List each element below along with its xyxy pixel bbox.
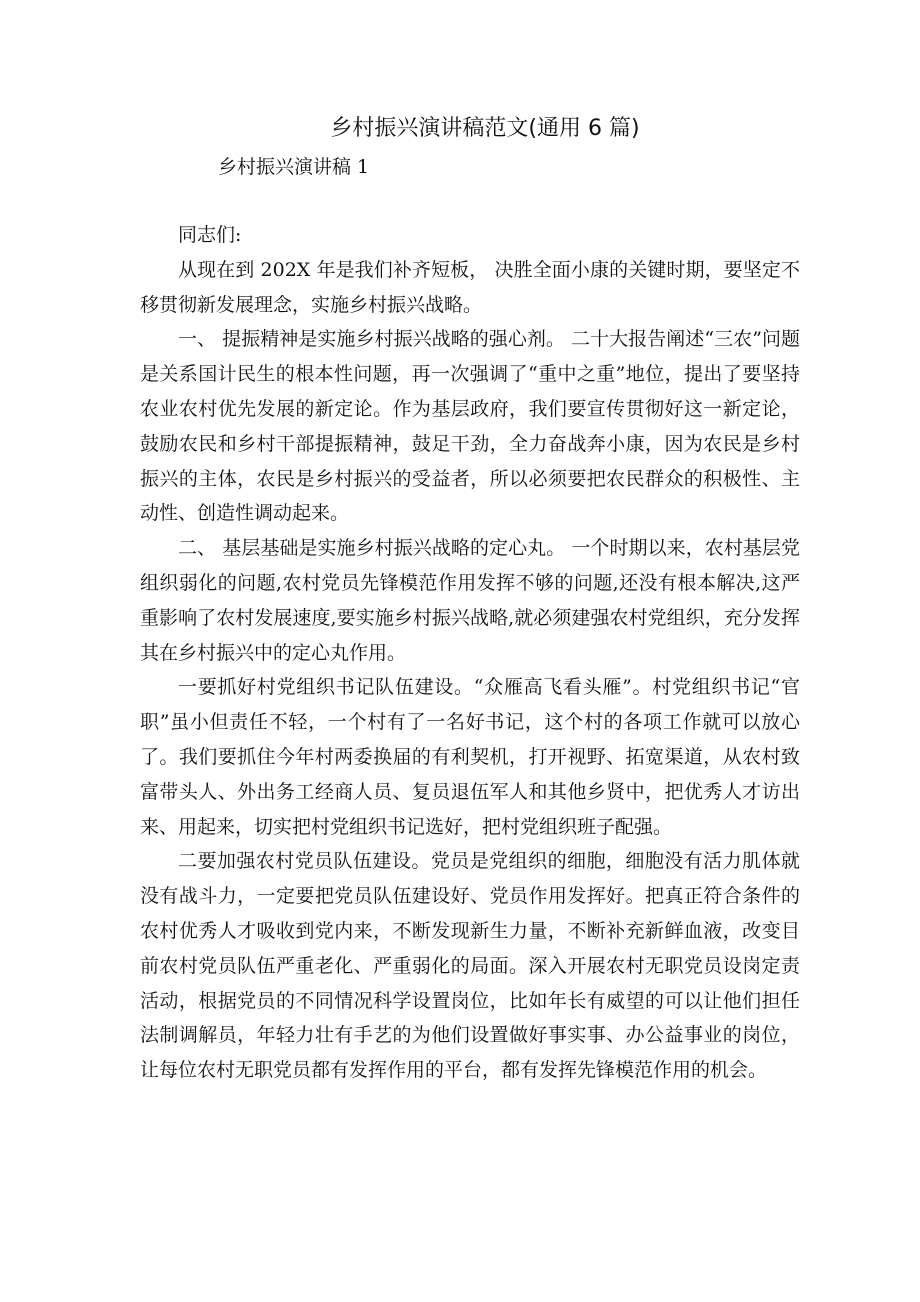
speech-subtitle: 乡村振兴演讲稿 1 <box>218 156 370 178</box>
document-body <box>140 218 800 1088</box>
paragraph-secretary-team: 一要抓好村党组织书记队伍建设。“众雁高飞看头雁”。村党组织书记“官职”虽小但责任不轻，一个村有了一名好书记，这个村的各项工作就可以放心了。我们要抓住今年村两委换届的有利契机，打开视野、拓宽渠道，从农村致富带头人、外出务工经商人员、复员退伍军人和其他乡贤中，把优秀人才访出来、用起来，切实把村党组织书记选好，把村党组织班子配强。 <box>140 676 800 838</box>
paragraph-point-one: 一、 提振精神是实施乡村振兴战略的强心剂。 二十大报告阐述“三农”问题是关系国计民生的根本性问题，再一次强调了“重中之重”地位，提出了要坚持农业农村优先发展的新定论。作为基层政府，我们要宣传贯彻好这一新定论，鼓励农民和乡村干部提振精神，鼓足干劲，全力奋战奔小康，因为农民是乡村振兴的主体，农民是乡村振兴的受益者，所以必须要把农民群众的积极性、主动性、创造性调动起来。 <box>140 328 800 525</box>
paragraph-point-two: 二、 基层基础是实施乡村振兴战略的定心丸。 一个时期以来，农村基层党组织弱化的问题,农村党员先锋模范作用发挥不够的问题,还没有根本解决,这严重影响了农村发展速度,要实施乡村振兴战略,就必须建强农村党组织，充分发挥其在乡村振兴中的定心丸作用。 <box>140 537 800 664</box>
document-title: 乡村振兴演讲稿范文(通用 6 篇) <box>330 116 640 141</box>
paragraph-intro: 从现在到 202X 年是我们补齐短板， 决胜全面小康的关键时期，要坚定不移贯彻新发展理念，实施乡村振兴战略。 <box>140 258 800 316</box>
paragraph-member-team: 二要加强农村党员队伍建设。党员是党组织的细胞，细胞没有活力肌体就没有战斗力，一定要把党员队伍建设好、党员作用发挥好。把真正符合条件的农村优秀人才吸收到党内来，不断发现新生力量，不断补充新鲜血液，改变目前农村党员队伍严重老化、严重弱化的局面。深入开展农村无职党员设岗定责活动，根据党员的不同情况科学设置岗位，比如年长有威望的可以让他们担任法制调解员，年轻力壮有手艺的为他们设置做好事实事、办公益事业的岗位，让每位农村无职党员都有发挥作用的平台，都有发挥先锋模范作用的机会。 <box>140 850 800 1082</box>
salutation: 同志们: <box>178 224 242 246</box>
